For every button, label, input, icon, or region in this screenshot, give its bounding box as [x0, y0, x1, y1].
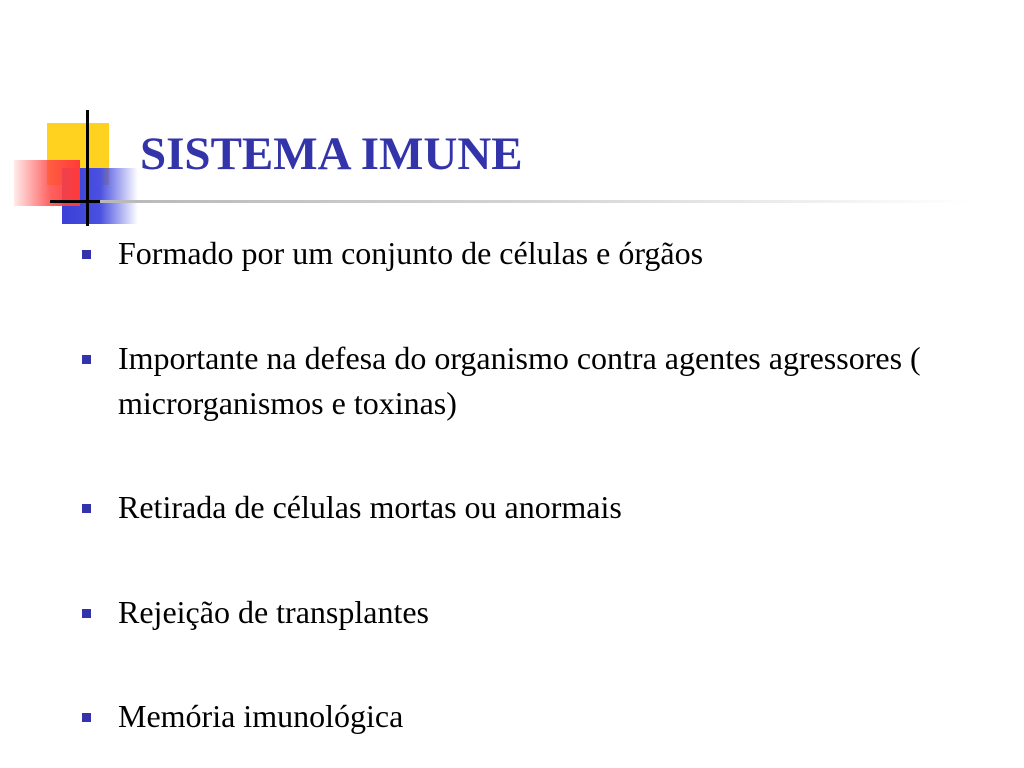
bullet-text: Importante na defesa do organismo contra agentes agressores ( microrganismos e toxinas) — [118, 340, 921, 421]
square-bullet-icon — [82, 504, 91, 513]
bullet-text: Retirada de células mortas ou anormais — [118, 489, 622, 525]
square-bullet-icon — [82, 250, 91, 259]
bullet-text: Memória imunológica — [118, 698, 404, 734]
bullet-item — [82, 590, 962, 635]
bullet-item — [82, 694, 962, 739]
bullet-item — [82, 336, 962, 426]
bullet-item — [82, 485, 962, 530]
slide-title: SISTEMA IMUNE — [140, 128, 523, 180]
square-bullet-icon — [82, 355, 91, 364]
square-bullet-icon — [82, 609, 91, 618]
bullet-text: Formado por um conjunto de células e órgãos — [118, 235, 704, 271]
bullet-item — [82, 231, 962, 276]
square-bullet-icon — [82, 713, 91, 722]
bullet-text: Rejeição de transplantes — [118, 594, 429, 630]
